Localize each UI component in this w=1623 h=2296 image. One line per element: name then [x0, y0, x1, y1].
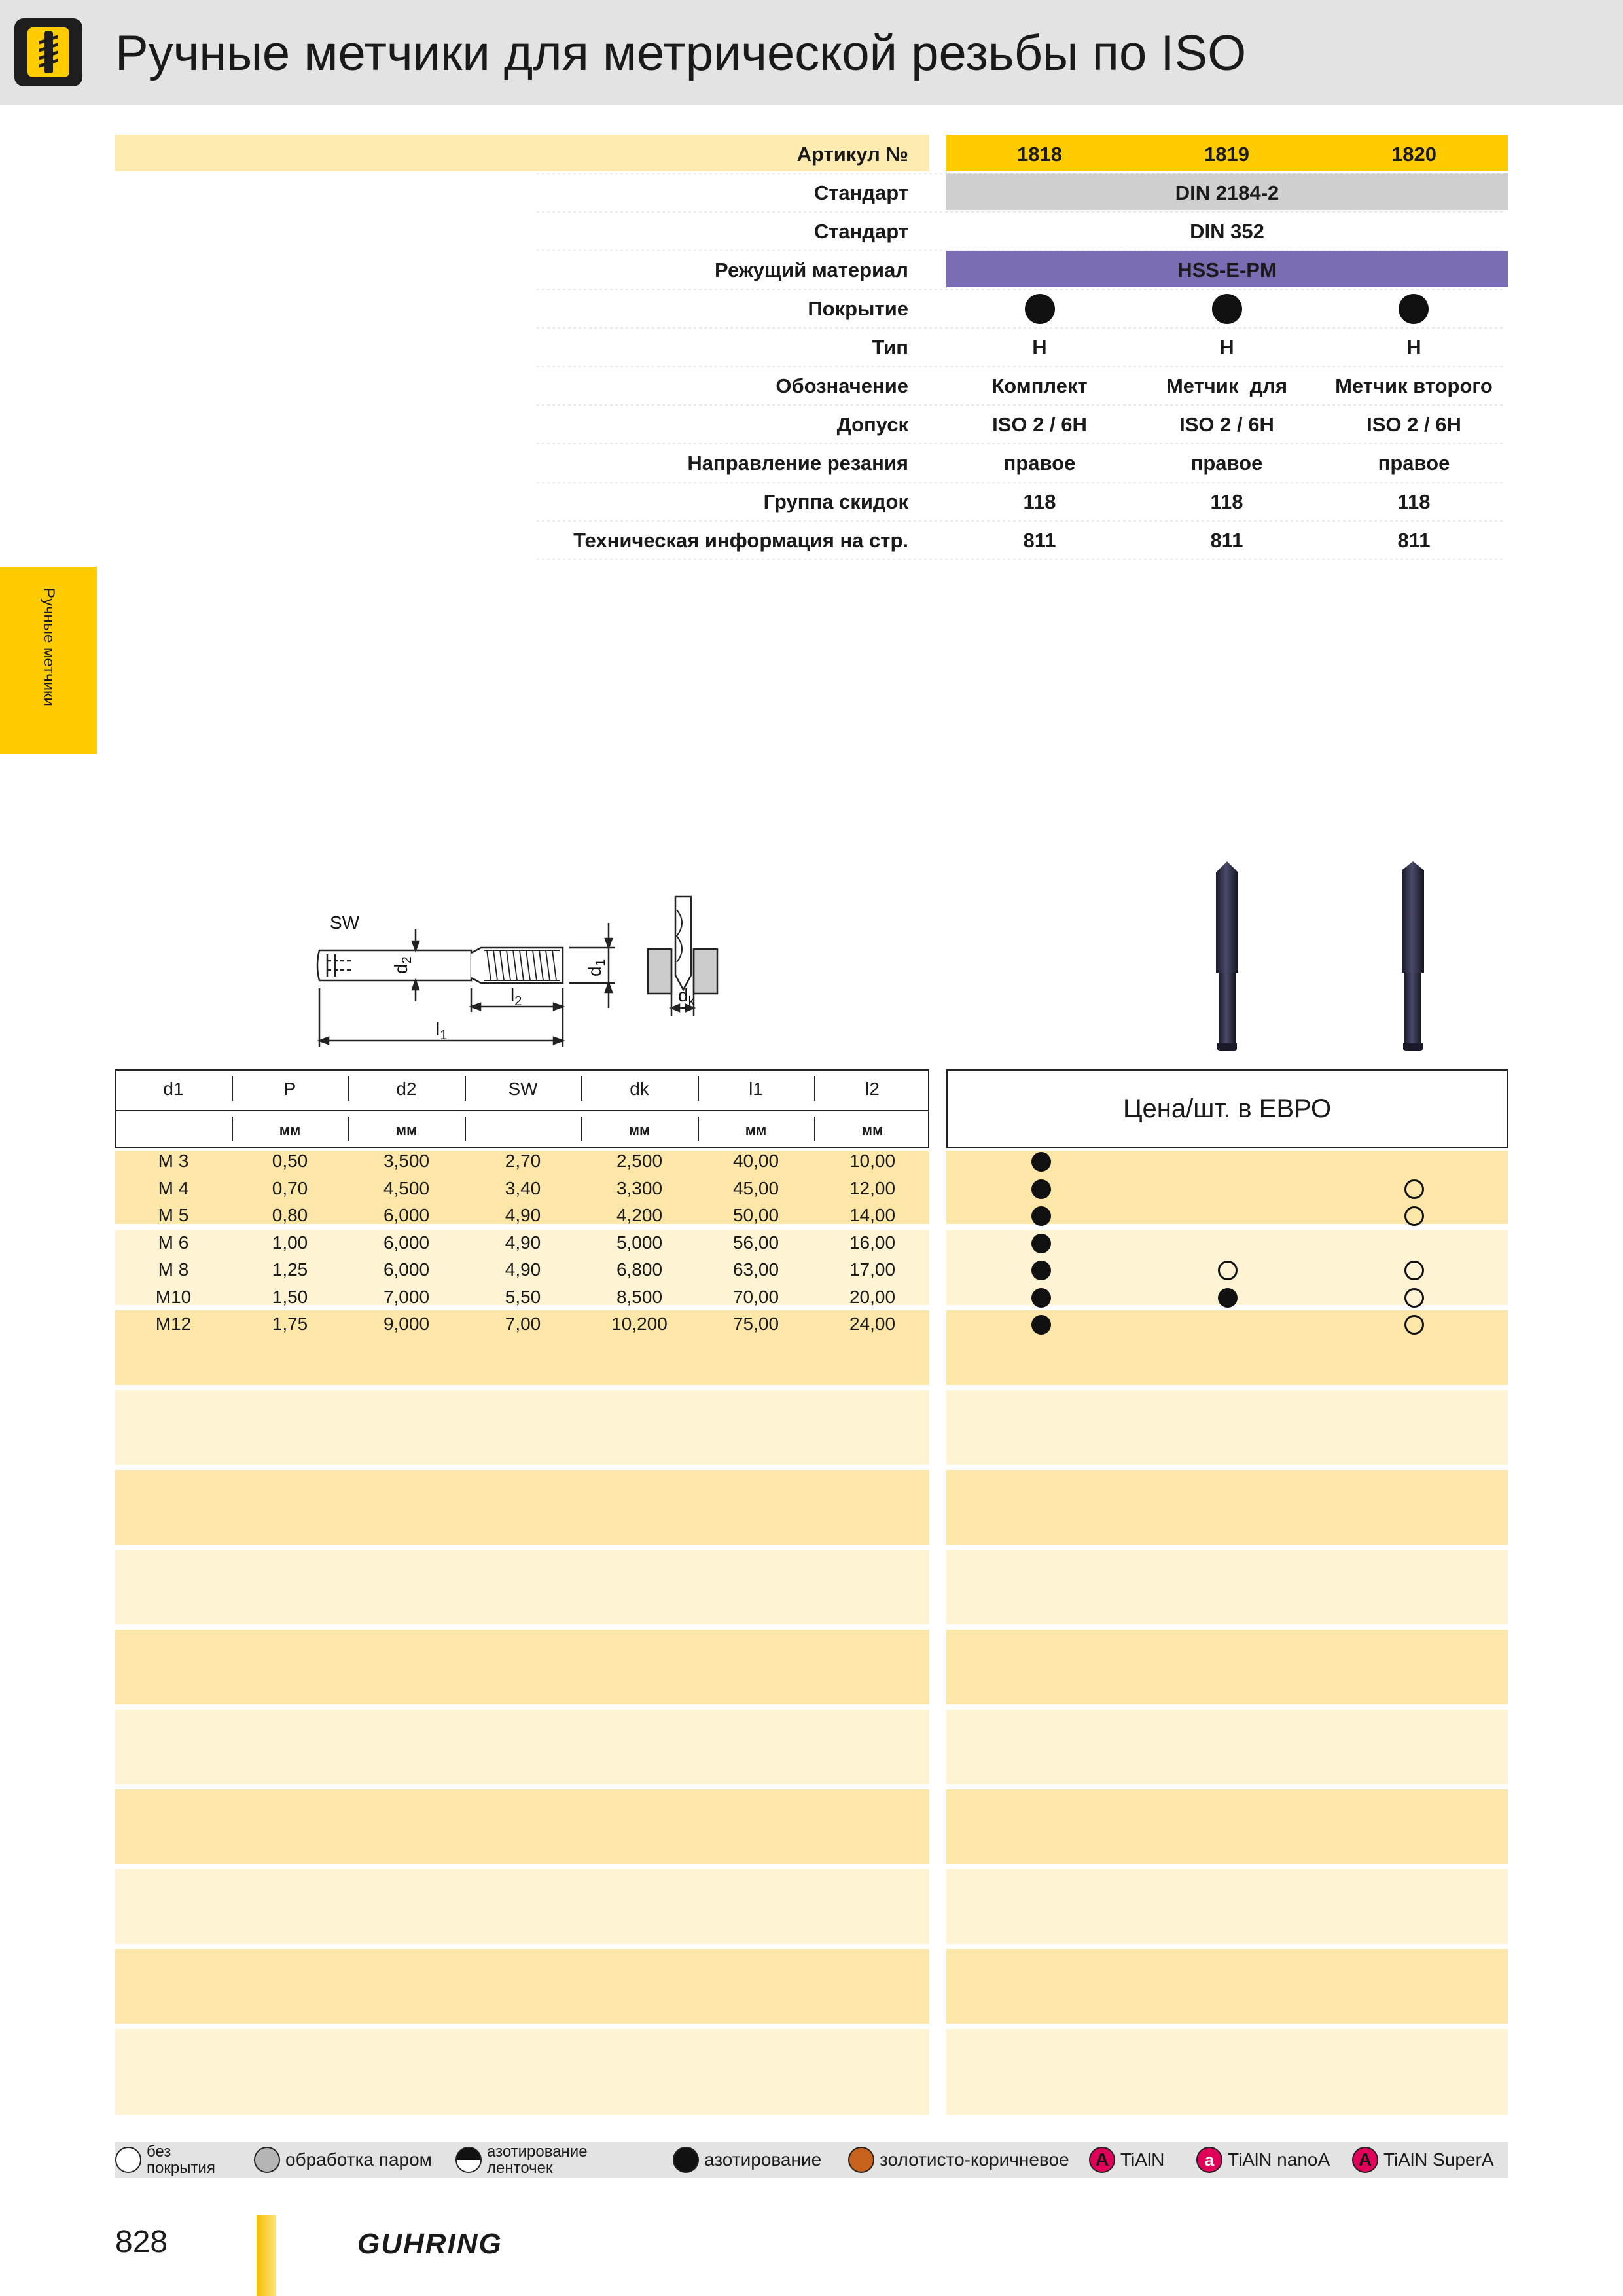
- available-order-icon: [1404, 1288, 1424, 1308]
- table-band: [115, 1949, 929, 2024]
- table-band: [946, 2029, 1508, 2115]
- available-stock-icon: [1031, 1315, 1051, 1335]
- legend-label: обработка паром: [285, 2149, 432, 2170]
- coating-nitrided-icon: [1025, 294, 1055, 324]
- tolerance-1818: ISO 2 / 6H: [992, 413, 1087, 436]
- table-cell: 8,500: [616, 1286, 663, 1307]
- table-cell: M 8: [158, 1259, 189, 1280]
- col-unit: мм: [628, 1122, 651, 1138]
- table-cell: 24,00: [849, 1314, 896, 1334]
- coating-legend: [115, 2142, 1508, 2178]
- half-black-circle-icon: [455, 2147, 482, 2173]
- table-cell: 50,00: [732, 1205, 779, 1225]
- material-value: HSS-E-PM: [1177, 259, 1277, 281]
- table-cell: 40,00: [732, 1151, 779, 1171]
- col-header-l1: l1: [749, 1079, 763, 1099]
- table-cell: 1,25: [272, 1259, 308, 1280]
- available-stock-icon: [1218, 1288, 1238, 1308]
- tap-image-1820: [1402, 848, 1424, 1051]
- label-sw: SW: [330, 912, 360, 933]
- legend-item: [848, 2142, 1069, 2178]
- direction-1818: правое: [1003, 452, 1076, 475]
- designation-1818: Комплект: [991, 374, 1088, 397]
- table-cell: 17,00: [849, 1259, 896, 1280]
- page-number: 828: [115, 2225, 168, 2259]
- table-band: [946, 1789, 1508, 1864]
- label-standard-2: Стандарт: [813, 220, 908, 243]
- tialn-icon: A: [1089, 2147, 1115, 2173]
- table-cell: 10,200: [611, 1314, 668, 1334]
- grey-circle-icon: [254, 2147, 280, 2173]
- table-cell: 4,500: [383, 1177, 430, 1198]
- table-cell: 5,50: [505, 1286, 541, 1307]
- table-cell: 4,200: [616, 1205, 663, 1225]
- table-cell: 20,00: [849, 1286, 896, 1307]
- legend-item: [1196, 2142, 1330, 2178]
- tolerance-1819: ISO 2 / 6H: [1179, 413, 1274, 436]
- table-band: [946, 1470, 1508, 1545]
- legend-item: [1352, 2142, 1494, 2178]
- table-band: [115, 1869, 929, 1944]
- label-l2: $l_2$: [510, 985, 522, 1009]
- table-band: [115, 2029, 929, 2115]
- legend-item: [115, 2142, 232, 2178]
- legend-label: золотисто-коричневое: [880, 2149, 1069, 2170]
- label-l1: $l_1$: [436, 1019, 448, 1043]
- label-designation: Обозначение: [776, 374, 908, 397]
- designation-1819: Метчик для: [1166, 374, 1288, 397]
- label-material: Режущий материал: [715, 259, 908, 281]
- article-1819: 1819: [1204, 143, 1249, 166]
- tap-image-1819: [1216, 848, 1238, 1051]
- table-band: [115, 1470, 929, 1545]
- table-cell: 1,50: [272, 1286, 308, 1307]
- brown-circle-icon: [848, 2147, 874, 2173]
- table-cell: 75,00: [732, 1314, 779, 1334]
- techinfo-1819: 811: [1210, 529, 1243, 552]
- page-title: Ручные метчики для метрической резьбы по ISO: [115, 26, 1247, 81]
- table-cell: 0,80: [272, 1205, 308, 1225]
- table-cell: 2,500: [616, 1151, 663, 1171]
- available-stock-icon: [1031, 1261, 1051, 1280]
- table-cell: 4,90: [505, 1232, 541, 1253]
- table-cell: M10: [155, 1286, 192, 1307]
- section-side-tab-label: Ручные метчики: [40, 588, 58, 706]
- table-cell: 0,50: [272, 1151, 308, 1171]
- table-cell: 14,00: [849, 1205, 896, 1225]
- table-cell: 6,000: [383, 1232, 430, 1253]
- table-cell: 5,000: [616, 1232, 663, 1253]
- table-cell: 1,00: [272, 1232, 308, 1253]
- table-cell: 7,00: [505, 1314, 541, 1334]
- table-cell: 4,90: [505, 1259, 541, 1280]
- table-band: [946, 1550, 1508, 1624]
- article-1820: 1820: [1391, 143, 1436, 166]
- brand-logo: GUHRING: [357, 2228, 503, 2260]
- techinfo-1818: 811: [1023, 529, 1056, 552]
- available-stock-icon: [1031, 1234, 1051, 1253]
- table-cell: 3,40: [505, 1177, 541, 1198]
- table-cell: 12,00: [849, 1177, 896, 1198]
- table-cell: M 4: [158, 1177, 189, 1198]
- col-header-sw: SW: [508, 1079, 538, 1099]
- table-cell: 56,00: [732, 1232, 779, 1253]
- legend-item: [1089, 2142, 1164, 2178]
- table-cell: 0,70: [272, 1177, 308, 1198]
- available-order-icon: [1404, 1179, 1424, 1199]
- table-cell: 2,70: [505, 1151, 541, 1171]
- col-unit: мм: [745, 1122, 767, 1138]
- table-cell: M 5: [158, 1205, 189, 1225]
- black-circle-icon: [673, 2147, 699, 2173]
- available-order-icon: [1404, 1206, 1424, 1226]
- available-stock-icon: [1031, 1152, 1051, 1172]
- table-band: [115, 1710, 929, 1784]
- label-d2: $d_2$: [391, 956, 414, 974]
- col-unit: мм: [395, 1122, 418, 1138]
- legend-label: азотирование ленточек: [487, 2142, 588, 2177]
- table-cell: M 3: [158, 1151, 189, 1171]
- col-header-d2: d2: [396, 1079, 417, 1099]
- table-cell: 3,300: [616, 1177, 663, 1198]
- table-cell: 9,000: [383, 1314, 430, 1334]
- type-1820: H: [1406, 336, 1421, 359]
- label-dk: $d_k$: [678, 985, 695, 1009]
- table-band: [946, 1949, 1508, 2024]
- label-standard-1: Стандарт: [813, 181, 908, 204]
- tolerance-1820: ISO 2 / 6H: [1366, 413, 1461, 436]
- price-column-header: [946, 1069, 1508, 1148]
- ring-white-icon: [115, 2147, 141, 2173]
- col-unit: мм: [861, 1122, 883, 1138]
- designation-1820: Метчик второго: [1335, 374, 1493, 397]
- standard-din-2184: DIN 2184-2: [1175, 181, 1279, 204]
- col-header-l2: l2: [865, 1079, 880, 1099]
- label-type: Тип: [872, 336, 908, 359]
- type-1819: H: [1219, 336, 1234, 359]
- legend-label: TiAlN: [1120, 2149, 1165, 2170]
- legend-item: [673, 2142, 821, 2178]
- available-order-icon: [1218, 1261, 1238, 1280]
- table-cell: 45,00: [732, 1177, 779, 1198]
- table-cell: 7,000: [383, 1286, 430, 1307]
- label-techinfo: Техническая информация на стр.: [573, 529, 908, 552]
- label-article: Артикул №: [796, 143, 908, 166]
- table-cell: 6,000: [383, 1259, 430, 1280]
- table-cell: 63,00: [732, 1259, 779, 1280]
- available-order-icon: [1404, 1261, 1424, 1280]
- tialn-nano-icon: a: [1196, 2147, 1222, 2173]
- label-tolerance: Допуск: [836, 413, 908, 436]
- col-header-d1: d1: [163, 1079, 184, 1099]
- discount-1818: 118: [1023, 490, 1056, 513]
- col-header-dk: dk: [630, 1079, 649, 1099]
- article-1818: 1818: [1017, 143, 1062, 166]
- available-stock-icon: [1031, 1179, 1051, 1199]
- available-order-icon: [1404, 1315, 1424, 1335]
- table-cell: 16,00: [849, 1232, 896, 1253]
- type-1818: H: [1032, 336, 1047, 359]
- col-header-p: P: [283, 1079, 296, 1099]
- table-band: [115, 1789, 929, 1864]
- legend-label: без покрытия: [147, 2142, 215, 2177]
- label-discount: Группа скидок: [763, 490, 908, 513]
- table-cell: 3,500: [383, 1151, 430, 1171]
- label-direction: Направление резания: [687, 452, 908, 475]
- table-cell: 4,90: [505, 1205, 541, 1225]
- table-band: [115, 1390, 929, 1465]
- table-band: [946, 1869, 1508, 1944]
- discount-1819: 118: [1210, 490, 1243, 513]
- direction-1820: правое: [1378, 452, 1450, 475]
- legend-item: [254, 2142, 432, 2178]
- label-coating: Покрытие: [808, 297, 908, 320]
- tialn-supera-icon: A: [1352, 2147, 1378, 2173]
- table-cell: 10,00: [849, 1151, 896, 1171]
- page-header: [0, 0, 1623, 105]
- price-header-label: Цена/шт. в ЕВРО: [1122, 1094, 1332, 1123]
- direction-1819: правое: [1190, 452, 1263, 475]
- table-band: [115, 1630, 929, 1704]
- table-band: [946, 1710, 1508, 1784]
- table-band: [946, 1390, 1508, 1465]
- table-cell: 6,800: [616, 1259, 663, 1280]
- table-band: [115, 1550, 929, 1624]
- coating-nitrided-icon: [1399, 294, 1429, 324]
- col-unit: мм: [279, 1122, 301, 1138]
- legend-label: азотирование: [704, 2149, 822, 2170]
- tap-category-icon: [14, 18, 82, 86]
- label-d1: $d_1$: [584, 959, 608, 977]
- table-band: [946, 1630, 1508, 1704]
- techinfo-1820: 811: [1397, 529, 1431, 552]
- table-cell: M12: [155, 1314, 192, 1334]
- coating-nitrided-icon: [1212, 294, 1242, 324]
- discount-1820: 118: [1397, 490, 1431, 513]
- table-cell: M 6: [158, 1232, 189, 1253]
- available-stock-icon: [1031, 1288, 1051, 1308]
- footer-accent-bar: [257, 2215, 276, 2296]
- table-cell: 70,00: [732, 1286, 779, 1307]
- legend-label: TiAlN SuperA: [1383, 2149, 1494, 2170]
- available-stock-icon: [1031, 1206, 1051, 1226]
- standard-din-352: DIN 352: [1190, 220, 1264, 243]
- table-cell: 6,000: [383, 1205, 430, 1225]
- table-cell: 1,75: [272, 1314, 308, 1334]
- tap-dimension-drawing: [301, 877, 746, 1054]
- legend-label: TiAlN nanoA: [1228, 2149, 1330, 2170]
- legend-item: [455, 2142, 631, 2178]
